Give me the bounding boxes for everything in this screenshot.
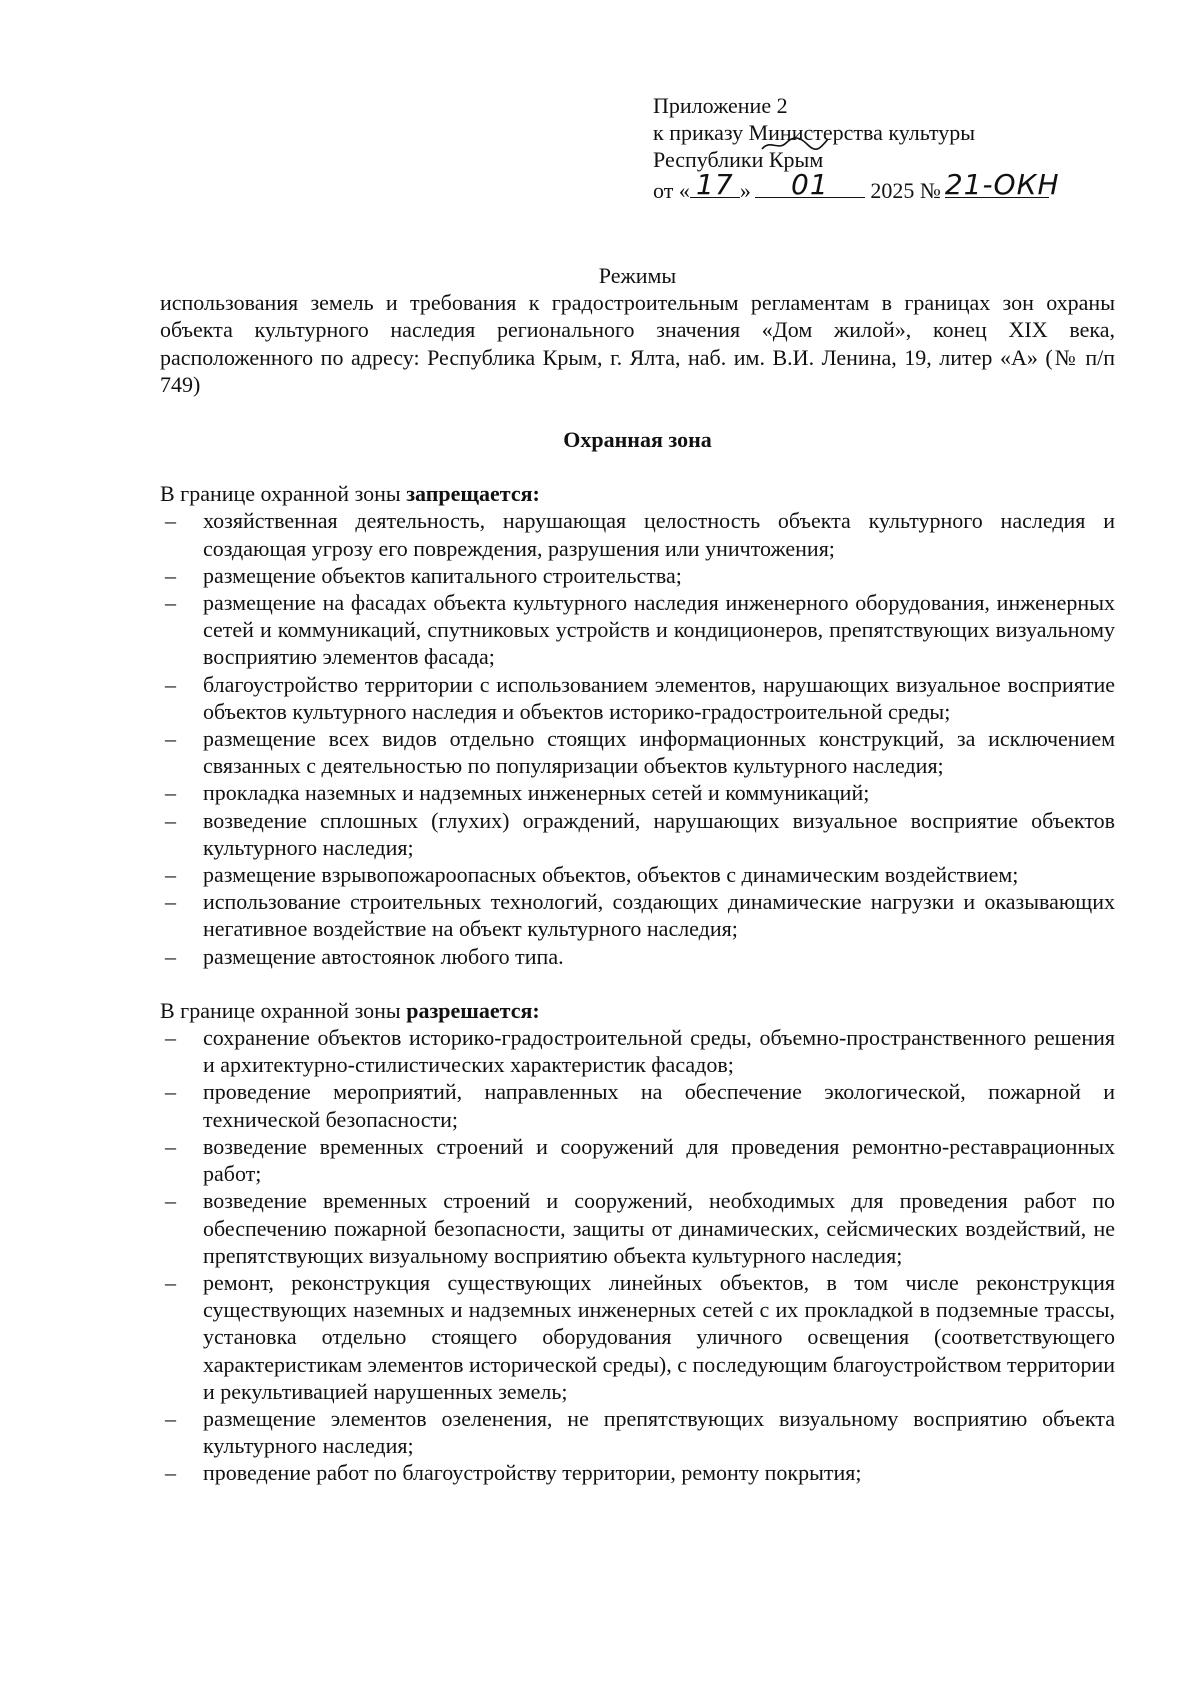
date-day-handwritten: 17 — [696, 168, 734, 201]
document-subject: использования земель и требования к градостроительным регламентам в границах зон охраны объекта культурного наследия регионального значения «Дом жилой», конец XIX века, расположенного по адресу: Республика Крым, г. Ялта, наб. им. В.И. Ленина, 19, литер «А» (№ п/п 749) — [160, 290, 1115, 397]
appendix-label: Приложение 2 — [653, 93, 788, 118]
list-item-text: проведение мероприятий, направленных на обеспечение экологической, пожарной и технической безопасности; — [203, 1079, 1115, 1132]
list-item — [160, 1133, 1115, 1187]
list-item — [160, 1459, 1115, 1486]
list-item-text: размещение на фасадах объекта культурного наследия инженерного оборудования, инженерных сетей и коммуникаций, спутниковых устройств и кондиционеров, препятствующих визуальному восприятию элементов фасада; — [203, 590, 1115, 670]
list-item — [160, 861, 1115, 888]
section-gap — [160, 970, 1115, 997]
list-item — [160, 1187, 1115, 1269]
appendix-header — [653, 92, 1073, 204]
list-item — [160, 671, 1115, 725]
date-month-blank — [755, 168, 865, 201]
date-year: 2025 № — [870, 178, 941, 203]
dash-bullet: – — [165, 807, 176, 833]
list-item-text: возведение временных строений и сооружений для проведения ремонтно-реставрационных работ; — [203, 1133, 1115, 1187]
date-mid: » — [739, 178, 751, 203]
dash-bullet: – — [165, 508, 176, 534]
date-prefix: от « — [653, 178, 690, 203]
prohibited-intro-bold: запрещается: — [406, 481, 540, 507]
order-number-handwritten: 21-ОКН — [944, 168, 1060, 201]
dash-bullet: – — [165, 1405, 176, 1431]
list-item-text: ремонт, реконструкция существующих линейных объектов, в том числе реконструкция существующих наземных и надземных инженерных сетей с их прокладкой в подземные трассы, установка отдельно стоящего оборудования уличного освещения (соответствующего характеристикам элементов исторической среды), с последующим благоустройством территории и рекультивацией нарушенных земель; — [203, 1269, 1115, 1404]
list-item — [160, 943, 1115, 970]
document-heading: Режимы — [598, 263, 677, 288]
dash-bullet: – — [165, 1025, 176, 1051]
list-item-text: благоустройство территории с использованием элементов, нарушающих визуальное восприятие объектов культурного наследия и объектов историко-градостроительной среды; — [203, 671, 1115, 724]
list-item — [160, 1405, 1115, 1459]
dash-bullet: – — [165, 590, 176, 616]
list-item-text: прокладка наземных и надземных инженерных сетей и коммуникаций; — [203, 780, 870, 806]
list-item-text: сохранение объектов историко-градостроительной среды, объемно-пространственного решения и архитектурно-стилистических характеристик фасадов; — [203, 1025, 1115, 1078]
list-item-text: размещение автостоянок любого типа. — [203, 943, 564, 969]
order-number-blank — [944, 168, 1060, 201]
document-body — [160, 262, 1115, 1487]
dash-bullet: – — [165, 1079, 176, 1105]
list-item — [160, 1078, 1115, 1132]
list-item-text: хозяйственная деятельность, нарушающая целостность объекта культурного наследия и создающая угрозу его повреждения, разрушения или уничтожения; — [203, 508, 1115, 561]
section-title: Охранная зона — [563, 427, 712, 453]
list-item — [160, 725, 1115, 779]
list-item-text: возведение временных строений и сооружений, необходимых для проведения работ по обеспечению пожарной безопасности, защиты от динамических, сейсмических воздействий, не препятствующих визуальному восприятию объекта культурного наследия; — [203, 1188, 1115, 1268]
republic-name: Республики Крым — [653, 147, 824, 172]
prohibited-intro — [160, 480, 1115, 507]
dash-bullet: – — [165, 1188, 176, 1214]
dash-bullet: – — [165, 1133, 176, 1159]
dash-bullet: – — [165, 780, 176, 806]
prohibited-list — [160, 507, 1115, 969]
list-item-text: проведение работ по благоустройству территории, ремонту покрытия; — [203, 1460, 862, 1486]
allowed-intro-bold: разрешается: — [406, 997, 540, 1023]
dash-bullet: – — [165, 1269, 176, 1295]
dash-bullet: – — [165, 1460, 176, 1486]
prohibited-intro-text: В границе охранной зоны — [160, 481, 407, 507]
list-item-text: возведение сплошных (глухих) ограждений, нарушающих визуальное восприятие объектов культурного наследия; — [203, 807, 1115, 860]
allowed-list — [160, 1024, 1115, 1486]
list-item-text: размещение элементов озеленения, не препятствующих визуальному восприятию объекта культурного наследия; — [203, 1405, 1115, 1459]
dash-bullet: – — [165, 943, 176, 969]
handwriting-stroke-icon — [760, 135, 830, 153]
list-item-text: размещение объектов капитального строительства; — [203, 562, 682, 588]
dash-bullet: – — [165, 562, 176, 588]
list-item — [160, 888, 1115, 942]
list-item-text: размещение всех видов отдельно стоящих информационных конструкций, за исключением связанных с деятельностью по популяризации объектов культурного наследия; — [203, 726, 1115, 779]
list-item — [160, 807, 1115, 861]
dash-bullet: – — [165, 671, 176, 697]
list-item-text: размещение взрывопожароопасных объектов, объектов с динамическим воздействием; — [203, 862, 1019, 888]
order-reference: к приказу Министерства культуры — [653, 120, 976, 145]
list-item-text: использование строительных технологий, создающих динамические нагрузки и оказывающих негативное воздействие на объект культурного наследия; — [203, 889, 1115, 942]
dash-bullet: – — [165, 726, 176, 752]
list-item — [160, 1024, 1115, 1078]
order-date-line — [653, 168, 1073, 204]
list-item — [160, 1269, 1115, 1405]
list-item — [160, 507, 1115, 561]
date-day-blank — [690, 168, 740, 201]
allowed-intro-text: В границе охранной зоны — [160, 997, 407, 1023]
list-item — [160, 589, 1115, 671]
list-item — [160, 562, 1115, 589]
dash-bullet: – — [165, 889, 176, 915]
list-item — [160, 779, 1115, 806]
dash-bullet: – — [165, 862, 176, 888]
date-month-handwritten: 01 — [791, 168, 829, 201]
allowed-intro — [160, 997, 1115, 1024]
